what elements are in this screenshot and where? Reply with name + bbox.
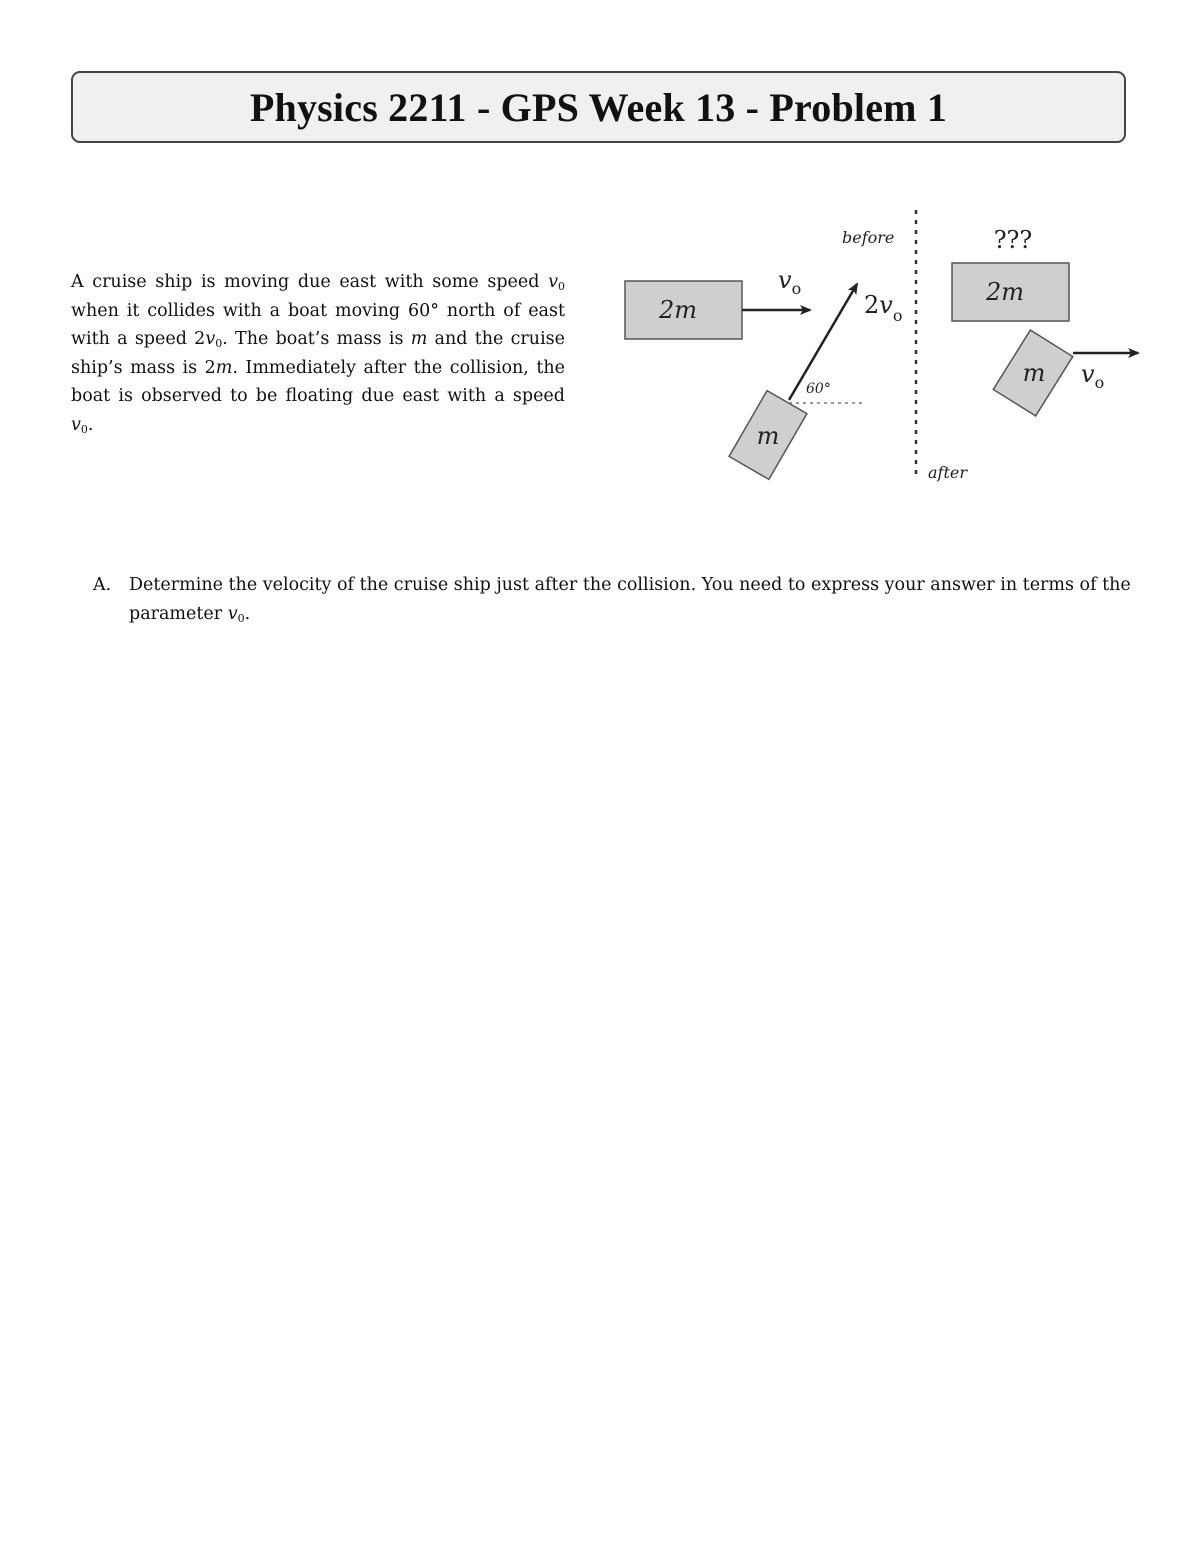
question-a-text-before: Determine the velocity of the cruise ship just after the collision. You need to express your answer in terms of the parameter — [129, 575, 1131, 624]
unknown-velocity-label: ??? — [993, 226, 1033, 254]
boat-velocity-coef: 2 — [864, 291, 880, 319]
question-a-text-after: . — [244, 603, 251, 624]
boat-velocity-letter: v — [879, 291, 893, 319]
question-speed-subscript: 0 — [237, 611, 245, 625]
collision-diagram-svg — [600, 200, 1160, 500]
intro-part-6: . — [87, 414, 94, 435]
boat-after-velocity-label — [1081, 360, 1104, 392]
boat-mass-variable: m — [410, 329, 428, 350]
intro-part-5: . Immediately after the collision, the boat is observed to be floating due east with a speed — [71, 357, 566, 407]
ship-mass-variable: m — [215, 357, 233, 378]
boat-velocity-subscript: o — [892, 306, 903, 325]
final-speed-subscript: 0 — [80, 422, 88, 436]
cruise-ship-label-after: 2m — [985, 278, 1025, 306]
before-label: before — [842, 228, 895, 247]
boat-speed-letter: v — [205, 329, 216, 350]
boat-label-after: m — [1022, 359, 1046, 387]
final-speed-variable — [71, 415, 88, 435]
question-speed-letter: v — [227, 603, 238, 624]
question-a — [93, 571, 1133, 628]
question-speed-variable — [228, 604, 245, 624]
final-speed-letter: v — [71, 414, 81, 435]
collision-diagram — [600, 200, 1160, 500]
after-label: after — [928, 463, 968, 482]
intro-part-1: A cruise ship is moving due east with some speed — [71, 272, 540, 292]
boat-after-velocity-letter: v — [1081, 360, 1095, 388]
speed-variable — [548, 272, 565, 292]
title-box — [71, 71, 1126, 143]
problem-statement — [71, 268, 565, 440]
boat-speed-variable — [205, 329, 222, 349]
ship-velocity-subscript: o — [791, 279, 802, 298]
intro-part-2: when it collides with a boat moving 60° north of east with a speed 2 — [71, 300, 565, 350]
boat-speed-subscript: 0 — [215, 337, 223, 351]
ship-velocity-letter: v — [778, 266, 792, 294]
question-a-text — [129, 571, 1133, 628]
boat-velocity-label — [864, 291, 902, 325]
cruise-ship-label-before: 2m — [658, 296, 698, 324]
intro-part-3: . The boat’s mass is — [222, 329, 411, 350]
question-a-label: A. — [93, 575, 112, 595]
boat-label-before: m — [756, 422, 780, 450]
boat-after-velocity-subscript: o — [1094, 373, 1105, 392]
angle-label: 60° — [806, 381, 831, 397]
page-title: Physics 2211 - GPS Week 13 - Problem 1 — [249, 84, 948, 130]
speed-var-subscript: 0 — [558, 280, 565, 293]
ship-velocity-label — [778, 266, 801, 298]
intro-part-4: and the cruise ship’s mass is 2 — [71, 329, 566, 378]
speed-var-letter: v — [548, 272, 558, 292]
